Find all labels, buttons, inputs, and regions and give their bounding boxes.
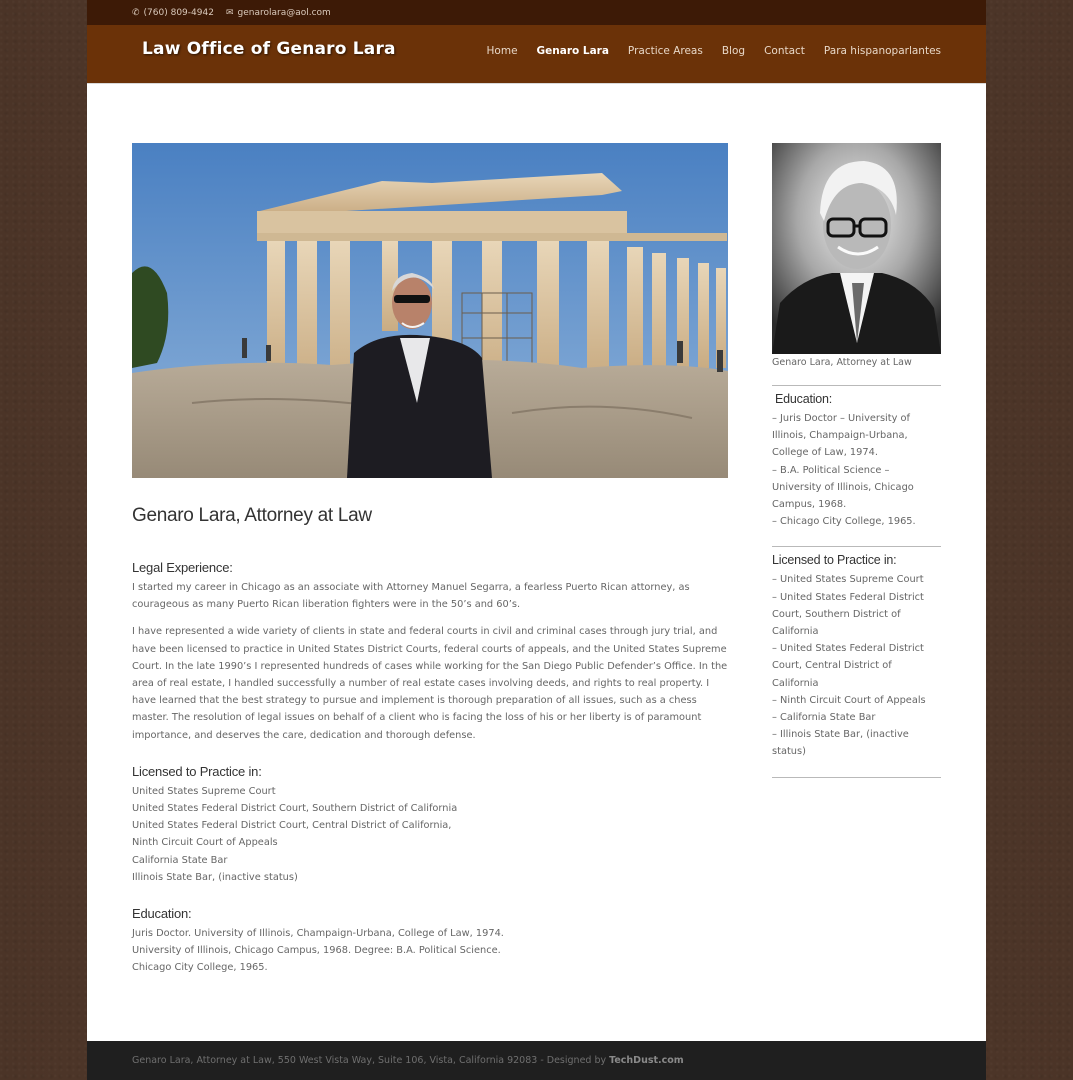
education-list <box>132 925 728 977</box>
divider <box>772 777 941 778</box>
licensed-item: Illinois State Bar, (inactive status) <box>132 871 298 883</box>
education-item: University of Illinois, Chicago Campus, 1968. Degree: B.A. Political Science. <box>132 945 501 957</box>
divider <box>772 546 941 547</box>
nav-contact[interactable]: Contact <box>764 45 805 57</box>
main-nav <box>487 45 941 57</box>
nav-blog[interactable]: Blog <box>721 45 746 57</box>
divider <box>772 385 941 386</box>
education-heading: Education: <box>132 906 192 922</box>
sidebar-licensed-heading: Licensed to Practice in: <box>772 553 897 568</box>
education-item: Chicago City College, 1965. <box>132 962 268 974</box>
site-header <box>87 25 986 83</box>
site-footer <box>87 1041 986 1080</box>
licensed-list <box>132 783 728 886</box>
portrait-photo <box>772 143 941 354</box>
nav-home[interactable]: Home <box>486 45 518 57</box>
licensed-item: United States Federal District Court, Southern District of California <box>132 803 458 815</box>
page-title: Genaro Lara, Attorney at Law <box>132 505 372 526</box>
sidebar-licensed-item: – Illinois State Bar, (inactive status) <box>772 729 909 758</box>
parthenon-photo <box>132 143 728 478</box>
legal-experience-heading: Legal Experience: <box>132 560 233 575</box>
phone-number: (760) 809-4942 <box>143 7 214 18</box>
sidebar-education-item: – B.A. Political Science – University of Illinois, Chicago Campus, 1968. <box>772 464 914 511</box>
sidebar-licensed-item: – United States Supreme Court <box>772 574 924 586</box>
legal-experience-paragraph-1: I started my career in Chicago as an associate with Attorney Manuel Segarra, a fearless Puerto Rican attorney, as courageous as many Puerto Rican liberation fighters were in the 50’s and 60’s. <box>132 582 690 611</box>
licensed-item: California State Bar <box>132 854 228 866</box>
sidebar <box>772 143 941 778</box>
designer-link[interactable]: TechDust.com <box>609 1055 684 1066</box>
sidebar-licensed-item: – Ninth Circuit Court of Appeals <box>772 694 926 706</box>
nav-practice-areas[interactable]: Practice Areas <box>627 45 703 57</box>
licensed-heading: Licensed to Practice in: <box>132 763 262 779</box>
sidebar-licensed-list <box>772 571 941 760</box>
education-item: Juris Doctor. University of Illinois, Champaign-Urbana, College of Law, 1974. <box>132 928 504 940</box>
nav-genaro-lara[interactable]: Genaro Lara <box>536 45 609 57</box>
email-address: genarolara@aol.com <box>237 7 331 18</box>
legal-experience-paragraph-2: I have represented a wide variety of clients in state and federal courts in civil and criminal cases through jury trial, and have been licensed to practice in United States District Courts, federal courts of appeals, and the United States Supreme Court. In the late 1990’s I represented hundreds of cases while working for the San Diego Public Defender’s Office. In the area of real estate, I handled successfully a number of real estate cases involving deeds, and rights to real property. I have learned that the best strategy to pursue and implement is thorough preparation of all issues, such as a chess master. The resolution of legal issues on behalf of a client who is facing the loss of his or her liberty is of paramount importance, and deserves the care, dedication and thorough defense. <box>132 626 728 741</box>
sidebar-licensed-item: – United States Federal District Court, Southern District of California <box>772 591 924 638</box>
phone-contact[interactable] <box>132 8 214 18</box>
sidebar-education-list <box>772 410 941 530</box>
licensed-item: Ninth Circuit Court of Appeals <box>132 837 278 849</box>
attorney-portrait <box>772 143 941 354</box>
site-logo[interactable]: Law Office of Genaro Lara <box>142 39 396 59</box>
footer-text: Genaro Lara, Attorney at Law, 550 West Vista Way, Suite 106, Vista, California 92083 - Designed by <box>132 1055 607 1066</box>
sidebar-licensed-item: – California State Bar <box>772 712 876 724</box>
hero-image-parthenon <box>132 143 728 478</box>
licensed-item: United States Supreme Court <box>132 785 276 797</box>
sidebar-education-item: – Juris Doctor – University of Illinois, Champaign-Urbana, College of Law, 1974. <box>772 413 910 459</box>
envelope-icon: ✉ <box>225 7 234 18</box>
licensed-item: United States Federal District Court, Central District of California, <box>132 820 452 832</box>
email-contact[interactable] <box>226 8 331 18</box>
page-container <box>87 0 986 1080</box>
phone-icon: ✆ <box>132 7 140 18</box>
nav-para-hispanoparlantes[interactable]: Para hispanoparlantes <box>823 45 941 57</box>
sidebar-licensed-item: – United States Federal District Court, Central District of California <box>772 643 924 689</box>
main-content <box>132 143 728 977</box>
top-bar <box>87 0 986 25</box>
sidebar-education-item: – Chicago City College, 1965. <box>772 516 916 528</box>
sidebar-education-heading: Education: <box>775 392 833 406</box>
portrait-caption: Genaro Lara, Attorney at Law <box>772 357 912 368</box>
